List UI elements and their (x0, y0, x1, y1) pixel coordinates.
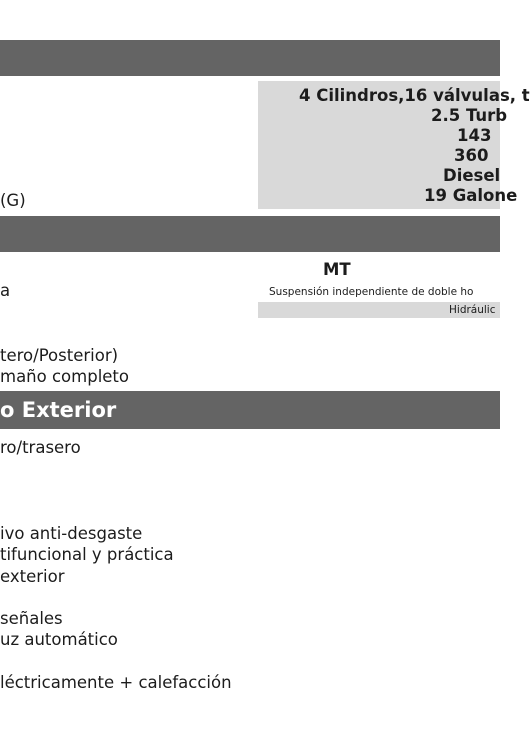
fuel-tank-label: (G) (0, 191, 26, 210)
exterior-section-title: o Exterior (0, 398, 117, 422)
transmission-value: MT (323, 260, 351, 279)
spare-tire-label: maño completo (0, 367, 129, 386)
exterior-item-exterior: exterior (0, 567, 65, 586)
exterior-item-multifunction: tifuncional y práctica (0, 545, 174, 564)
steering-value: Hidráulic (449, 304, 496, 316)
exterior-item-antiwear: ivo anti-desgaste (0, 524, 143, 543)
engine-cylinders-value: 4 Cilindros,16 válvulas, t (299, 86, 530, 105)
engine-tank-value: 19 Galone (424, 186, 518, 205)
section-header-engine (0, 40, 500, 76)
suspension-value: Suspensión independiente de doble ho (269, 286, 474, 298)
exterior-item-mirrors: léctricamente + calefacción (0, 673, 232, 692)
engine-torque-value: 360 (454, 146, 489, 165)
suspension-label: a (0, 281, 11, 300)
brakes-label: tero/Posterior) (0, 346, 119, 365)
exterior-item-signals: señales (0, 609, 63, 628)
engine-displacement-value: 2.5 Turb (431, 106, 508, 125)
section-header-chassis (0, 216, 500, 252)
engine-power-value: 143 (457, 126, 492, 145)
section-header-exterior (0, 391, 500, 429)
exterior-item-auto-lights: uz automático (0, 630, 118, 649)
engine-fuel-value: Diesel (443, 166, 501, 185)
exterior-item-bumpers: ro/trasero (0, 438, 81, 457)
